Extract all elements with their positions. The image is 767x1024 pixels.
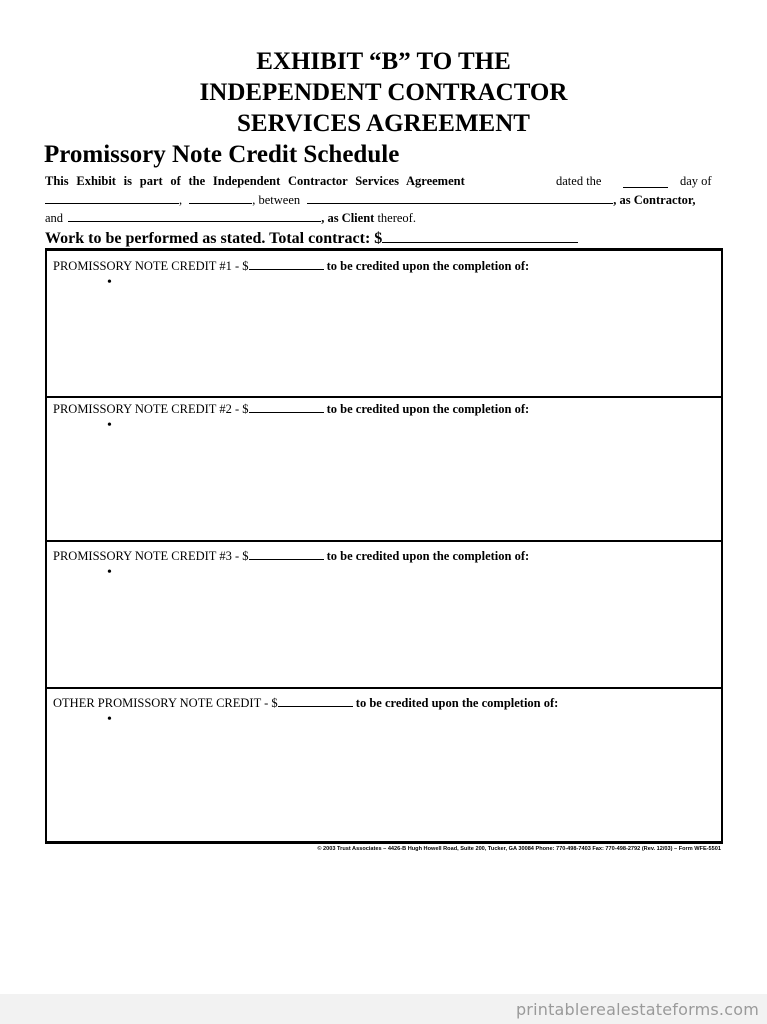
total-contract-blank[interactable] <box>382 228 578 243</box>
credit-2-suffix: to be credited upon the completion of: <box>323 402 530 416</box>
document-title-line-3: SERVICES AGREEMENT <box>237 110 530 137</box>
credit-box-other <box>45 688 723 844</box>
month-blank[interactable] <box>45 192 179 204</box>
credit-1-amount-blank[interactable] <box>249 258 324 270</box>
credit-3-label: PROMISSORY NOTE CREDIT #3 - $ <box>53 549 249 563</box>
intro-exhibit-text: This Exhibit is part of the Independent Contractor Services Agreement <box>45 174 465 188</box>
intro-between-text: , between <box>252 193 301 207</box>
credit-1-heading <box>53 258 529 274</box>
work-total-contract-line <box>45 228 578 249</box>
credit-1-bullet: • <box>107 275 112 290</box>
document-title-line-2: INDEPENDENT CONTRACTOR <box>199 79 568 106</box>
document-title-line-1: EXHIBIT “B” TO THE <box>256 48 511 75</box>
credit-2-bullet: • <box>107 418 112 433</box>
document-footer: © 2003 Trust Associates – 4426-B Hugh Howell Road, Suite 200, Tucker, GA 30084 Phone: 770-498-7403 Fax: 770-498-2792 (Rev. 12/03) – Form WFE-5501 <box>317 846 721 852</box>
document-subtitle: Promissory Note Credit Schedule <box>44 141 400 168</box>
credit-2-label: PROMISSORY NOTE CREDIT #2 - $ <box>53 402 249 416</box>
contractor-name-blank[interactable] <box>307 192 613 204</box>
work-total-label: Work to be performed as stated. Total contract: $ <box>45 230 383 247</box>
credit-other-heading <box>53 695 558 711</box>
credit-1-label: PROMISSORY NOTE CREDIT #1 - $ <box>53 259 249 273</box>
credit-other-suffix: to be credited upon the completion of: <box>352 696 559 710</box>
credit-other-label: OTHER PROMISSORY NOTE CREDIT - $ <box>53 696 278 710</box>
credit-3-heading <box>53 548 529 564</box>
intro-line-3 <box>45 210 722 226</box>
intro-dated-text: dated the <box>556 174 602 188</box>
credit-2-heading <box>53 401 529 417</box>
intro-line-2 <box>45 192 722 208</box>
intro-as-client-text: , as Client <box>321 211 375 225</box>
credit-2-amount-blank[interactable] <box>249 401 324 413</box>
credit-3-amount-blank[interactable] <box>249 548 324 560</box>
credit-box-2 <box>45 394 723 542</box>
client-name-blank[interactable] <box>68 210 321 222</box>
credit-3-bullet: • <box>107 565 112 580</box>
credit-3-suffix: to be credited upon the completion of: <box>323 549 530 563</box>
intro-day-of-text: day of <box>680 174 712 188</box>
credit-1-suffix: to be credited upon the completion of: <box>323 259 530 273</box>
credit-other-bullet: • <box>107 712 112 727</box>
credit-box-1 <box>45 248 723 398</box>
site-watermark: printablerealestateforms.com <box>515 1000 759 1019</box>
comma-1: , <box>179 193 183 207</box>
credit-box-3 <box>45 541 723 689</box>
intro-and-text: and <box>45 211 64 225</box>
day-blank[interactable] <box>623 176 668 188</box>
intro-thereof-text: thereof. <box>377 211 416 225</box>
credit-other-amount-blank[interactable] <box>278 695 353 707</box>
intro-as-contractor-text: , as Contractor, <box>613 193 696 207</box>
year-blank[interactable] <box>189 192 252 204</box>
